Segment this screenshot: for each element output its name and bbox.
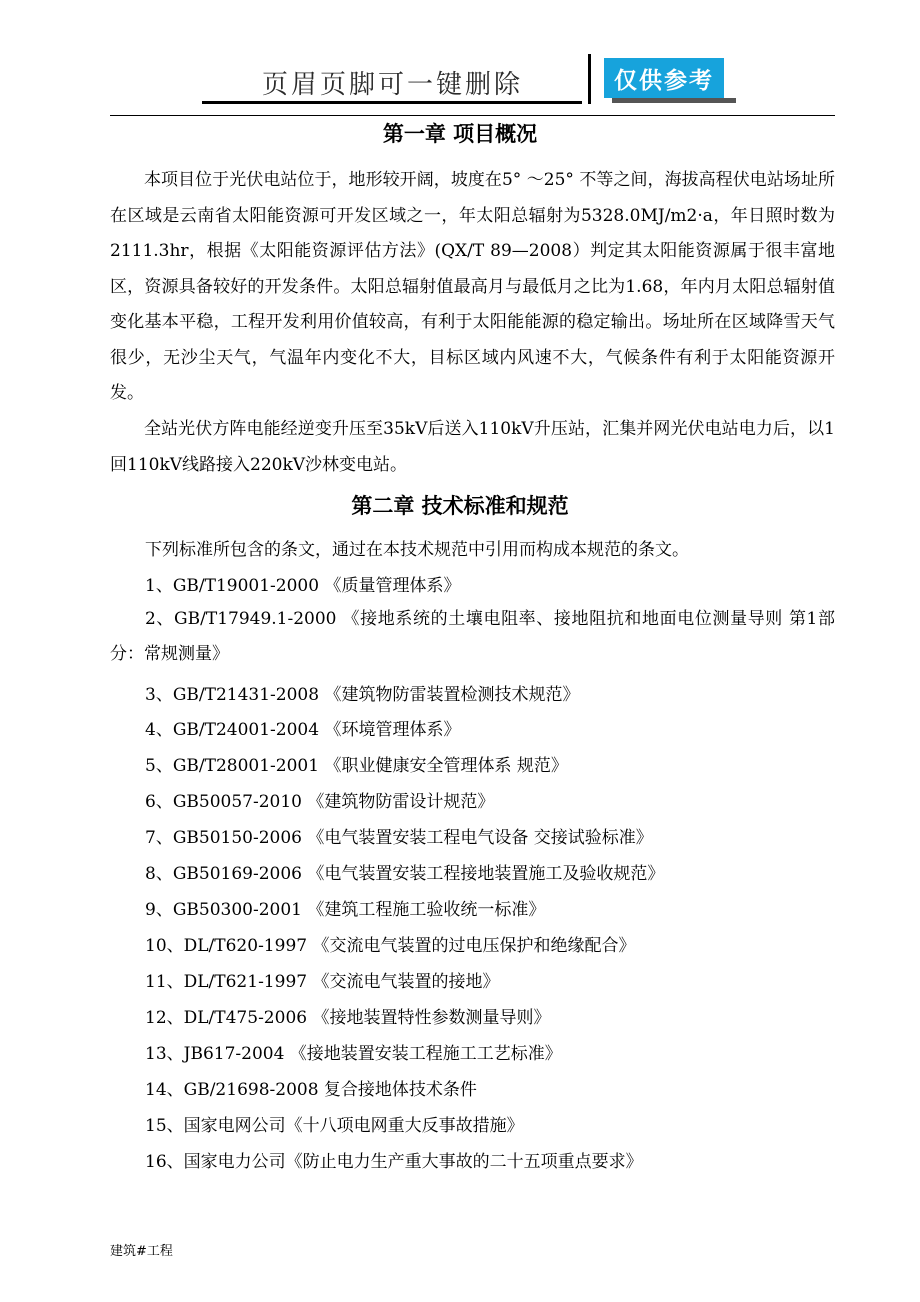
reference-item: 14、GB/21698-2008 复合接地体技术条件 — [145, 1080, 477, 1100]
chapter1-title: 第一章 项目概况 — [382, 122, 538, 146]
reference-item: 11、DL/T621-1997 《交流电气装置的接地》 — [145, 972, 500, 992]
reference-item: 10、DL/T620-1997 《交流电气装置的过电压保护和绝缘配合》 — [145, 936, 636, 956]
chapter1-paragraph-2: 全站光伏方阵电能经逆变升压至35kV后送入110kV升压站，汇集并网光伏电站电力后，以1回110kV线路接入220kV沙林变电站。 — [110, 419, 835, 475]
reference-item: 4、GB/T24001-2004 《环境管理体系》 — [145, 720, 461, 740]
reference-item: 7、GB50150-2006 《电气装置安装工程电气设备 交接试验标准》 — [145, 828, 653, 848]
reference-item: 8、GB50169-2006 《电气装置安装工程接地装置施工及验收规范》 — [145, 864, 665, 884]
stamp-shadow — [612, 98, 736, 103]
reference-item: 12、DL/T475-2006 《接地装置特性参数测量导则》 — [145, 1008, 551, 1028]
chapter1-paragraph-1: 本项目位于光伏电站位于，地形较开阔，坡度在5° ～25° 不等之间，海拔高程伏电站场址所在区域是云南省太阳能资源可开发区域之一，年太阳总辐射为5328.0MJ/m2·a，年日照时数为2111.3hr，根据《太阳能资源评估方法》(QX/T 89—2008）判定其太阳能资源属于很丰富地区，资源具备较好的开发条件。太阳总辐射值最高月与最低月之比为1.68，年内月太阳总辐射值变化基本平稳，工程开发利用价值较高，有利于太阳能能源的稳定输出。场址所在区域降雪天气很少，无沙尘天气，气温年内变化不大，目标区域内风速不大，气候条件有利于太阳能资源开发。 — [110, 170, 835, 403]
reference-item: 9、GB50300-2001 《建筑工程施工验收统一标准》 — [145, 900, 546, 920]
header-rule — [110, 115, 835, 116]
reference-item: 16、国家电力公司《防止电力生产重大事故的二十五项重点要求》 — [145, 1152, 643, 1172]
reference-item: 15、国家电网公司《十八项电网重大反事故措施》 — [145, 1116, 524, 1136]
header-underline — [202, 101, 582, 104]
reference-item: 6、GB50057-2010 《建筑物防雷设计规范》 — [145, 792, 495, 812]
reference-item: 13、JB617-2004 《接地装置安装工程施工工艺标准》 — [145, 1044, 562, 1064]
chapter2-intro: 下列标准所包含的条文，通过在本技术规范中引用而构成本规范的条文。 — [145, 540, 689, 560]
header-text: 页眉页脚可一键删除 — [262, 70, 524, 100]
chapter2-title: 第二章 技术标准和规范 — [351, 494, 569, 518]
header-divider — [588, 54, 591, 104]
reference-item: 3、GB/T21431-2008 《建筑物防雷装置检测技术规范》 — [145, 685, 580, 705]
reference-only-stamp: 仅供参考 — [604, 58, 724, 98]
footer-text: 建筑#工程 — [110, 1244, 173, 1259]
reference-item: 5、GB/T28001-2001 《职业健康安全管理体系 规范》 — [145, 756, 568, 776]
reference-item: 1、GB/T19001-2000 《质量管理体系》 — [145, 576, 461, 596]
reference-item: 2、GB/T17949.1-2000 《接地系统的土壤电阻率、接地阻抗和地面电位测量导则 第1部分：常规测量》 — [110, 609, 835, 664]
